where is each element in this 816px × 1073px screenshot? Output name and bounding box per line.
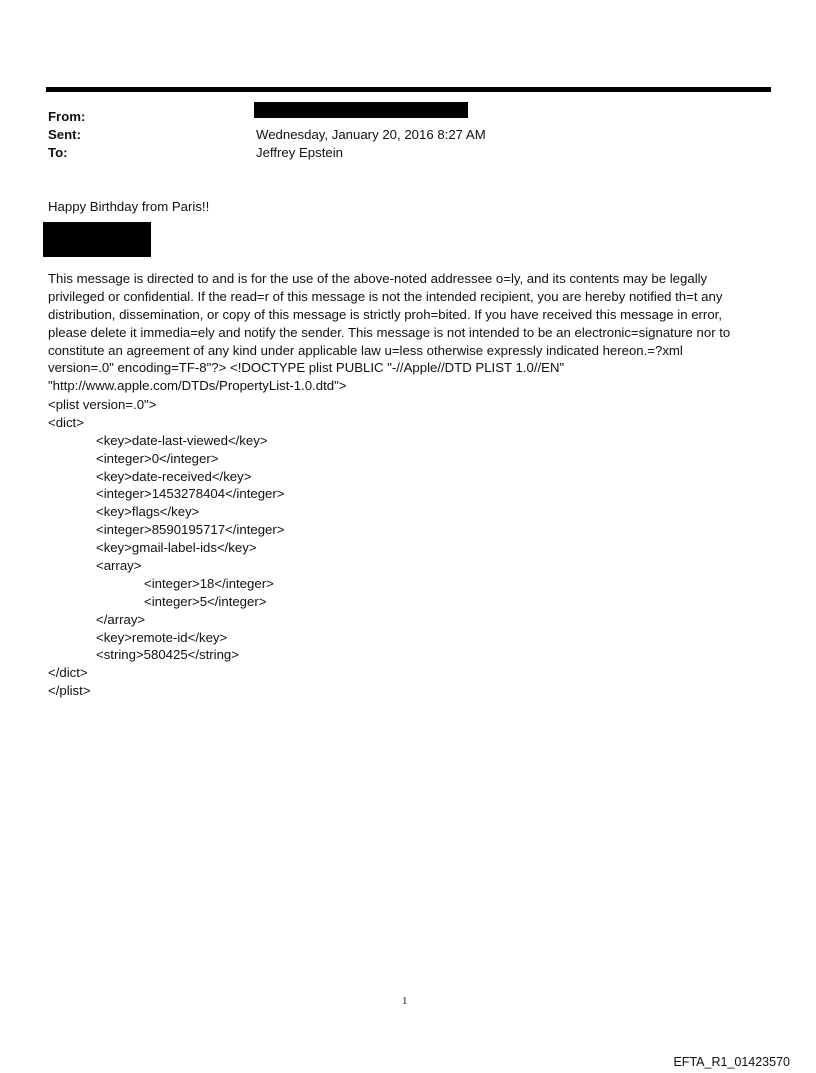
plist-line: <key>remote-id</key> bbox=[96, 629, 228, 645]
redaction-box-signature bbox=[43, 222, 151, 257]
plist-line: </plist> bbox=[48, 683, 91, 699]
disclaimer-line: privileged or confidential. If the read=r of this message is not the intended recipient, you are hereby notified th=t any bbox=[48, 288, 723, 304]
disclaimer-line: This message is directed to and is for the use of the above-noted addressee o=ly, and its contents may be legally bbox=[48, 271, 708, 286]
to-row bbox=[48, 144, 748, 162]
sent-value: Wednesday, January 20, 2016 8:27 AM bbox=[256, 127, 486, 142]
disclaimer-line: "http://www.apple.com/DTDs/PropertyList-1.0.dtd"> bbox=[48, 378, 347, 394]
plist-line: <dict> bbox=[48, 414, 84, 430]
to-value: Jeffrey Epstein bbox=[256, 145, 343, 160]
plist-line: <key>date-last-viewed</key> bbox=[96, 432, 268, 448]
plist-line: <string>580425</string> bbox=[96, 647, 239, 663]
disclaimer-paragraph bbox=[48, 270, 760, 395]
sent-row bbox=[48, 126, 748, 144]
plist-line: <integer>1453278404</integer> bbox=[96, 486, 285, 502]
plist-line: <array> bbox=[96, 558, 142, 574]
plist-block bbox=[48, 396, 284, 700]
sent-label: Sent: bbox=[48, 127, 81, 142]
plist-line: <key>date-received</key> bbox=[96, 468, 252, 484]
disclaimer-line: distribution, dissemination, or copy of this message is strictly proh=bited. If you have received this message in error, bbox=[48, 306, 722, 322]
plist-line: </array> bbox=[96, 611, 146, 627]
plist-line: <integer>8590195717</integer> bbox=[96, 522, 285, 538]
plist-line: <plist version=.0"> bbox=[48, 397, 157, 412]
from-label: From: bbox=[48, 109, 86, 124]
bates-number: EFTA_R1_01423570 bbox=[673, 1055, 790, 1069]
plist-line: <integer>18</integer> bbox=[144, 575, 274, 591]
greeting-text: Happy Birthday from Paris!! bbox=[48, 199, 210, 214]
plist-line: <key>flags</key> bbox=[96, 504, 200, 520]
disclaimer-line: please delete it immedia=ely and notify the sender. This message is not intended to be an electronic=signature nor to bbox=[48, 324, 731, 340]
redaction-box-sender bbox=[254, 102, 468, 118]
plist-line: <key>gmail-label-ids</key> bbox=[96, 540, 257, 556]
to-label: To: bbox=[48, 145, 68, 160]
page-number: 1 bbox=[402, 995, 408, 1007]
plist-line: <integer>5</integer> bbox=[144, 593, 267, 609]
disclaimer-line: version=.0" encoding=TF-8"?> <!DOCTYPE plist PUBLIC "-//Apple//DTD PLIST 1.0//EN" bbox=[48, 360, 565, 376]
plist-line: </dict> bbox=[48, 665, 88, 681]
header-rule bbox=[46, 87, 771, 92]
plist-line: <integer>0</integer> bbox=[96, 450, 219, 466]
disclaimer-line: constitute an agreement of any kind under applicable law u=less otherwise expressly indicated hereon.=?xml bbox=[48, 342, 683, 358]
